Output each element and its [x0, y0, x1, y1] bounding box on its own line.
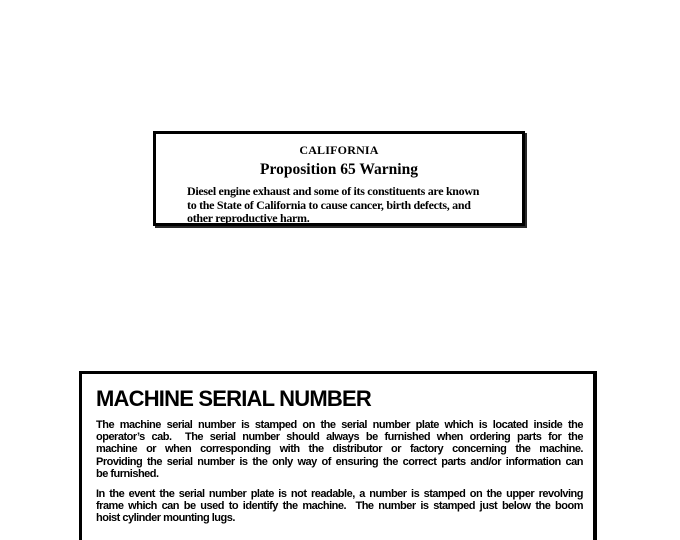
- paragraph-line: Providing the serial number is the only way of ensuring the correct parts and/or information can: [96, 455, 583, 468]
- serial-paragraph-2: [96, 488, 583, 525]
- paragraph-line: hoist cylinder mounting lugs.: [96, 512, 235, 525]
- prop65-title: Proposition 65 Warning: [260, 161, 418, 178]
- prop65-warning-box: [153, 131, 525, 226]
- serial-paragraph-1: [96, 419, 583, 480]
- serial-number-heading: MACHINE SERIAL NUMBER: [96, 386, 371, 411]
- prop65-body-line: Diesel engine exhaust and some of its constituents are known: [187, 184, 480, 198]
- paragraph-line: operator’s cab. The serial number should always be furnished when ordering parts for the: [96, 431, 583, 444]
- paragraph-line: be furnished.: [96, 467, 159, 480]
- prop65-body: [187, 185, 518, 226]
- prop65-state-label: CALIFORNIA: [299, 143, 379, 157]
- prop65-body-line: to the State of California to cause cancer, birth defects, and: [187, 197, 471, 212]
- paragraph-line: machine or when corresponding with the distributor or factory concerning the machine.: [96, 443, 583, 456]
- prop65-body-line: other reproductive harm.: [187, 211, 310, 226]
- machine-serial-number-box: [79, 371, 597, 540]
- paragraph-line: In the event the serial number plate is not readable, a number is stamped on the upper revolving: [96, 488, 583, 501]
- paragraph-line: frame which can be used to identify the machine. The number is stamped just below the boom: [96, 500, 583, 513]
- paragraph-line: The machine serial number is stamped on the serial number plate which is located inside the: [96, 419, 583, 431]
